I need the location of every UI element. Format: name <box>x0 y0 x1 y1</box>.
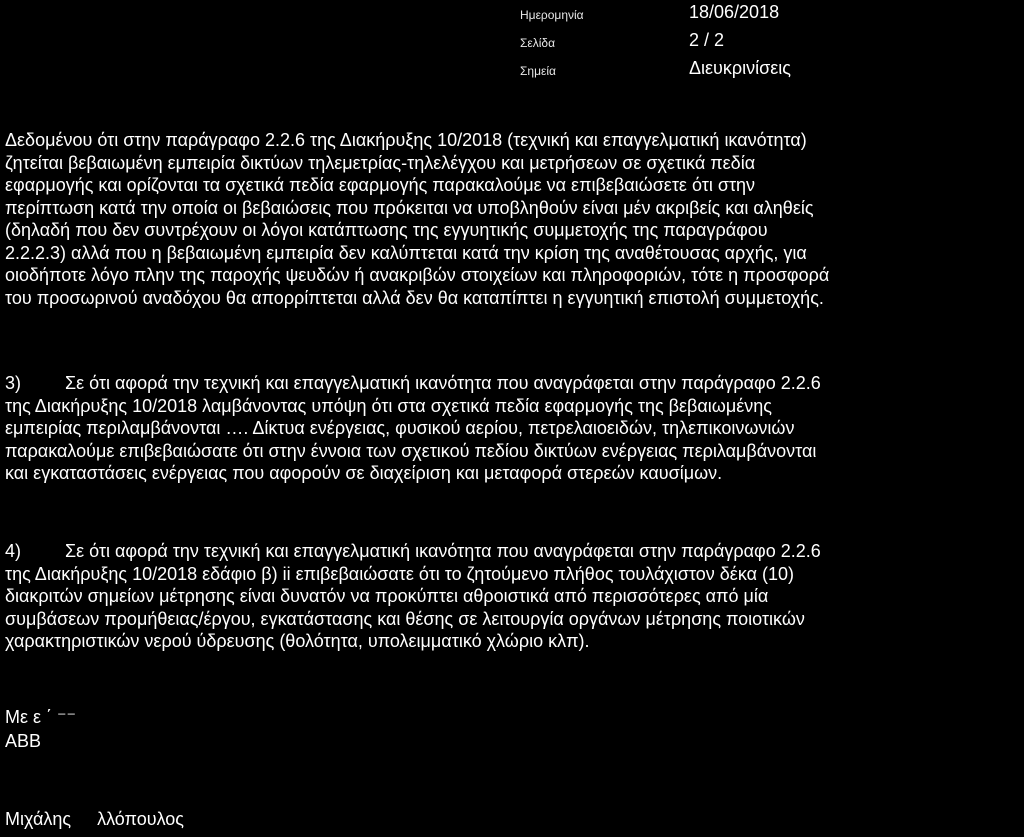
page-value: 2 / 2 <box>689 30 725 50</box>
paragraph-line: εφαρμογής και ορίζονται τα σχετικά πεδία εφαρμογής παρακαλούμε να επιβεβαιώσετε ότι στην <box>5 175 756 195</box>
paragraph-line: οιοδήποτε λόγο πλην της παροχής ψευδών ή ανακριβών στοιχείων και πληροφοριών, τότε η προσφορά <box>5 265 830 285</box>
paragraph-line-text: Σε ότι αφορά την τεχνική και επαγγελματική ικανότητα που αναγράφεται στην παράγραφο 2.2.6 <box>65 373 821 393</box>
paragraph-line: συμβάσεων προμήθειας/έργου, εγκατάστασης και θέσης σε λειτουργία οργάνων μέτρησης ποιοτικών <box>5 608 805 629</box>
signature-last-name: λλόπουλος <box>97 809 184 829</box>
paragraph-4 <box>5 540 1023 653</box>
signature-closing: Με ε ΄ ⁻⁻ <box>5 707 77 727</box>
page-label: Σελίδα <box>520 36 556 50</box>
paragraph-line: Δεδομένου ότι στην παράγραφο 2.2.6 της Διακήρυξης 10/2018 (τεχνική και επαγγελματική ικανότητα) <box>5 130 807 150</box>
paragraph-line: 2.2.2.3) αλλά που η βεβαιωμένη εμπειρία δεν καλύπτεται κατά την κρίση της αναθέτουσας αρχής, για <box>5 242 807 263</box>
paragraph-line <box>5 540 1023 563</box>
paragraph-line: του προσωρινού αναδόχου θα απορρίπτεται αλλά δεν θα καταπίπτει η εγγυητική επιστολή συμμετοχής. <box>5 287 824 308</box>
notes-label: Σημεία <box>520 64 556 78</box>
date-value: 18/06/2018 <box>689 2 780 22</box>
paragraph-intro <box>5 129 1023 309</box>
date-label: Ημερομηνία <box>520 8 584 22</box>
paragraph-line-text: Σε ότι αφορά την τεχνική και επαγγελματική ικανότητα που αναγράφεται στην παράγραφο 2.2.6 <box>65 541 821 561</box>
paragraph-line: περίπτωση κατά την οποία οι βεβαιώσεις που πρόκειται να υποβληθούν είναι μέν ακριβείς και αληθείς <box>5 197 814 218</box>
paragraph-line: της Διακήρυξης 10/2018 λαμβάνοντας υπόψη ότι στα σχετικά πεδία εφαρμογής της βεβαιωμένης <box>5 395 772 416</box>
paragraph-line: και εγκαταστάσεις ενέργειας που αφορούν σε διαχείριση και μεταφορά στερεών καυσίμων. <box>5 463 723 483</box>
paragraph-line: (δηλαδή που δεν συντρέχουν οι λόγοι κατάπτωσης της εγγυητικής συμμετοχής της παραγράφου <box>5 220 768 240</box>
paragraph-line <box>5 372 1023 395</box>
signature-first-name: Μιχάλης <box>5 809 72 829</box>
paragraph-line: της Διακήρυξης 10/2018 εδάφιο β) ii επιβεβαιώσατε ότι το ζητούμενο πλήθος τουλάχιστον δέκα (10) <box>5 563 795 584</box>
notes-value: Διευκρινίσεις <box>689 58 791 78</box>
paragraph-number: 3) <box>5 373 22 393</box>
signature-company: ABB <box>5 731 42 751</box>
paragraph-line: διακριτών σημείων μέτρησης είναι δυνατόν να προκύπτει αθροιστικά από περισσότερες από μία <box>5 586 769 606</box>
paragraph-line: εμπειρίας περιλαμβάνονται …. Δίκτυα ενέργειας, φυσικού αερίου, πετρελαιοειδών, τηλεπικοινωνιών <box>5 418 795 438</box>
paragraph-line: ζητείται βεβαιωμένη εμπειρία δικτύων τηλεμετρίας-τηλελέγχου και μετρήσεων σε σχετικά πεδία <box>5 152 756 173</box>
paragraph-3 <box>5 372 1023 485</box>
signature-name <box>5 809 184 830</box>
paragraph-line: χαρακτηριστικών νερού ύδρευσης (θολότητα, υπολειμματικό χλώριο κλπ). <box>5 631 590 651</box>
paragraph-line: παρακαλούμε επιβεβαιώσατε ότι στην έννοια των σχετικού πεδίου δικτύων ενέργειας περιλαμβάνονται <box>5 440 817 461</box>
paragraph-number: 4) <box>5 541 22 561</box>
